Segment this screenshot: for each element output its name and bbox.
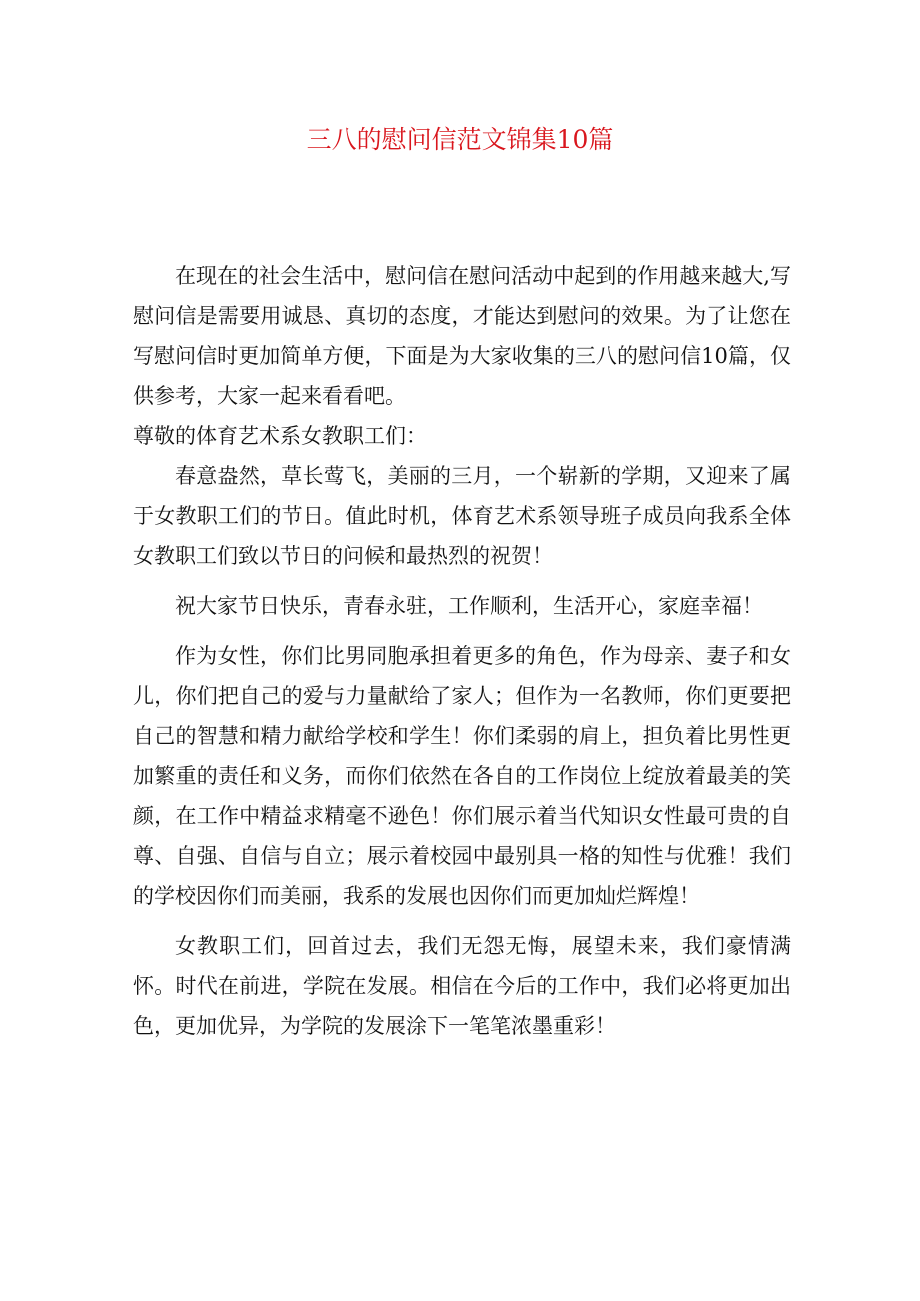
body-paragraph-2: 祝大家节日快乐，青春永驻，工作顺利，生活开心，家庭幸福！ xyxy=(175,594,763,618)
body-paragraph-1: 春意盎然，草长莺飞，美丽的三月，一个崭新的学期，又迎来了属于女教职工们的节日。值此时机，体育艺术系领导班子成员向我系全体女教职工们致以节日的问候和最热烈的祝贺！ xyxy=(133,464,791,568)
body-paragraph-3: 作为女性，你们比男同胞承担着更多的角色，作为母亲、妻子和女儿，你们把自己的爱与力量献给了家人；但作为一名教师，你们更要把自己的智慧和精力献给学校和学生！你们柔弱的肩上，担负着比男性更加繁重的责任和义务，而你们依然在各自的工作岗位上绽放着最美的笑颜，在工作中精益求精毫不逊色！你们展示着当代知识女性最可贵的自尊、自强、自信与自立；展示着校园中最别具一格的知性与优雅！我们的学校因你们而美丽，我系的发展也因你们而更加灿烂辉煌！ xyxy=(133,644,791,908)
document-title: 三八的慰问信范文锦集10篇 xyxy=(306,125,614,154)
salutation: 尊敬的体育艺术系女教职工们： xyxy=(133,424,427,448)
document-body xyxy=(133,256,791,1046)
intro-paragraph: 在现在的社会生活中，慰问信在慰问活动中起到的作用越来越大,写慰问信是需要用诚恳、真切的态度，才能达到慰问的效果。为了让您在写慰问信时更加简单方便，下面是为大家收集的三八的慰问信10篇，仅供参考，大家一起来看看吧。 xyxy=(133,264,791,408)
body-paragraph-4: 女教职工们，回首过去，我们无怨无悔，展望未来，我们豪情满怀。时代在前进，学院在发展。相信在今后的工作中，我们必将更加出色，更加优异，为学院的发展涂下一笔笔浓墨重彩！ xyxy=(133,934,791,1038)
